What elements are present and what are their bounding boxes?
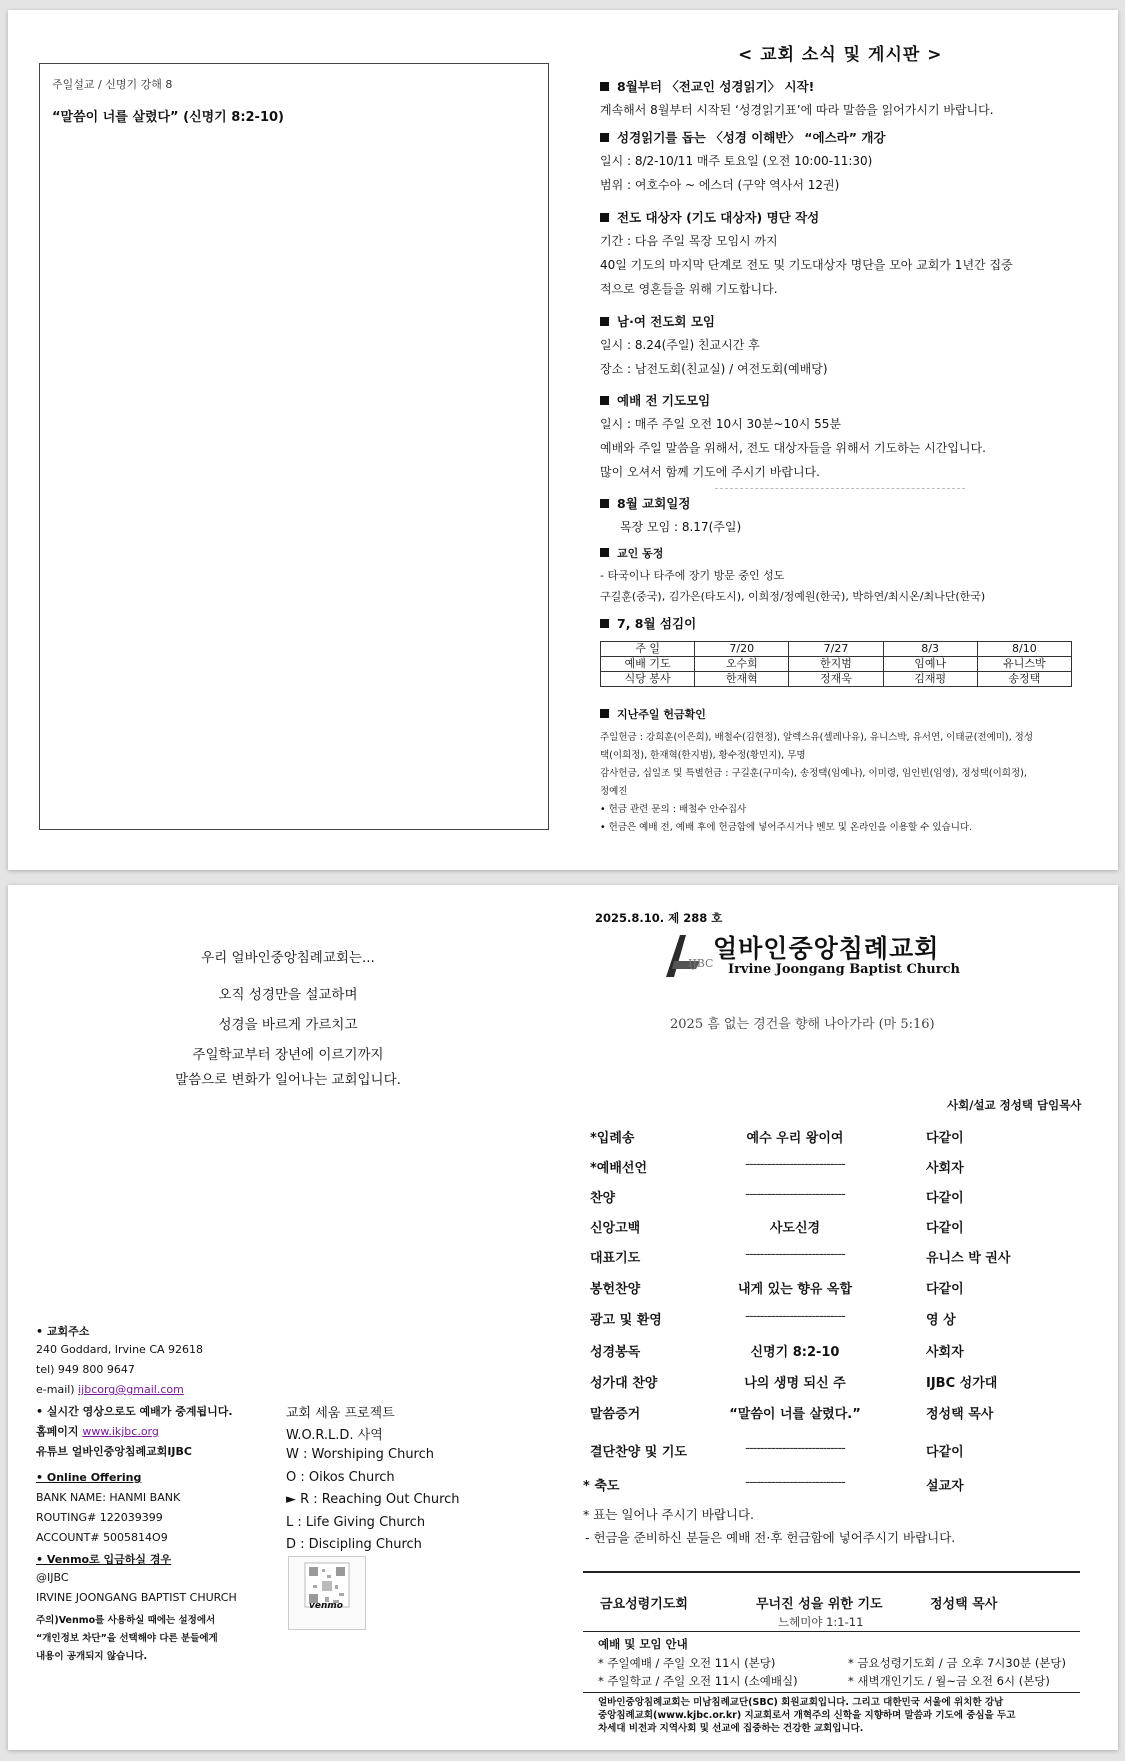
venmo-label: • Venmo로 입금하실 경우 — [36, 1553, 172, 1566]
news-item-line: 일시 : 8.24(주일) 친교시간 후 — [600, 338, 760, 352]
venmo-name: IRVINE JOONGANG BAPTIST CHURCH — [36, 1591, 237, 1604]
qr-label: venmo — [309, 1601, 343, 1611]
news-item-line: 구길훈(중국), 김가은(타도시), 이희정/정예원(한국), 박하연/최시온/최나단(한국) — [600, 590, 986, 603]
news-item-line: 예배와 주일 말씀을 위해서, 전도 대상자들을 위해서 기도하는 시간입니다. — [600, 441, 986, 455]
address: 240 Goddard, Irvine CA 92618 — [36, 1343, 204, 1356]
order-row: 신앙고백 사도신경 다같이 — [590, 1221, 964, 1236]
homepage-row: 홈페이지 www.ikjbc.org — [36, 1425, 159, 1438]
project-item: O : Oikos Church — [286, 1470, 395, 1485]
offering-line: 감사헌금, 십일조 및 특별헌금 : 구길훈(구미숙), 송정택(임예나), 이미령, 임인빈(임영), 정성택(이희정), — [600, 768, 1027, 779]
news-item-line: 기간 : 다음 주일 목장 모임시 까지 — [600, 234, 778, 248]
news-item-title: 지난주일 헌금확인 — [600, 706, 706, 722]
news-item-line: 범위 : 여호수아 ~ 에스더 (구약 역사서 12권) — [600, 178, 840, 192]
venmo-note: 내용이 공개되지 않습니다. — [36, 1651, 148, 1662]
project-item: D : Discipling Church — [286, 1537, 422, 1552]
divider — [715, 488, 965, 489]
bullet-square-icon — [600, 499, 609, 508]
friday-prayer-speaker: 정성택 목사 — [930, 1597, 998, 1612]
news-item-line: 일시 : 8/2-10/11 매주 토요일 (오전 10:00-11:30) — [600, 154, 873, 168]
news-item-line: 일시 : 매주 주일 오전 10시 30분~10시 55분 — [600, 417, 841, 431]
news-item-line: 많이 오셔서 함께 기도에 주시기 바랍니다. — [600, 465, 820, 479]
venmo-note: 주의)Venmo를 사용하실 때에는 설정에서 — [36, 1615, 216, 1626]
bank-name: BANK NAME: HANMI BANK — [36, 1491, 181, 1504]
order-row: 성경봉독 신명기 8:2-10 사회자 — [590, 1345, 964, 1360]
bullet-square-icon — [600, 548, 609, 557]
project-item: L : Life Giving Church — [286, 1515, 426, 1530]
bullet-square-icon — [600, 619, 609, 628]
order-row: 대표기도 --------------------------- 유니스 박 권사 — [590, 1247, 1011, 1266]
project-title: 교회 세움 프로젝트 — [286, 1406, 395, 1421]
church-logo-icon — [660, 931, 720, 981]
project-item: W : Worshiping Church — [286, 1447, 435, 1462]
mission-line: 주일학교부터 장년에 이르기까지 — [192, 1047, 384, 1063]
news-item-title: 8월 교회일정 — [600, 494, 690, 512]
table-cell: 한재혁 — [695, 672, 789, 687]
divider — [583, 1692, 1080, 1693]
table-cell: 7/27 — [789, 642, 883, 657]
yearly-motto: 2025 흠 없는 경건을 향해 나아가라 (마 5:16) — [670, 1017, 935, 1032]
news-item-title: 남·여 전도회 모임 — [600, 312, 715, 330]
table-row — [601, 642, 1072, 657]
table-cell: 한지범 — [789, 657, 883, 672]
church-name-korean: 얼바인중앙침례교회 — [713, 934, 940, 963]
service-item: * 주일학교 / 주일 오전 11시 (소예배실) — [598, 1674, 798, 1688]
friday-prayer-topic: 무너진 성을 위한 기도 — [756, 1597, 883, 1612]
order-row: 찬양 --------------------------- 다같이 — [590, 1187, 964, 1206]
issue-number: 2025.8.10. 제 288 호 — [595, 911, 723, 925]
divider — [583, 1571, 1080, 1573]
live-stream-note: • 실시간 영상으로도 예배가 중계됩니다. — [36, 1405, 233, 1418]
news-heading: < 교회 소식 및 게시판 > — [738, 45, 943, 65]
venmo-note: “개인정보 차단”을 선택해야 다른 분들에게 — [36, 1633, 218, 1644]
order-row: * 축도 --------------------------- 설교자 — [583, 1475, 964, 1494]
friday-prayer-scripture: 느헤미야 1:1-11 — [778, 1615, 864, 1629]
bullet-square-icon — [600, 133, 609, 142]
sermon-notes-box — [39, 63, 549, 830]
table-cell: 김재평 — [883, 672, 977, 687]
sermon-title: “말씀이 너를 살렸다” (신명기 8:2-10) — [52, 110, 284, 125]
news-item-title: 7, 8월 섬김이 — [600, 614, 696, 632]
routing-number: ROUTING# 122039399 — [36, 1511, 163, 1524]
mission-line: 말씀으로 변화가 일어나는 교회입니다. — [175, 1072, 401, 1088]
venmo-id: @IJBC — [36, 1571, 69, 1584]
table-row — [601, 672, 1072, 687]
bullet-square-icon — [600, 317, 609, 326]
table-row — [601, 657, 1072, 672]
table-cell: 오수희 — [695, 657, 789, 672]
order-row: *예배선언 --------------------------- 사회자 — [590, 1157, 964, 1176]
description-line: 얼바인중앙침례교회는 미남침례교단(SBC) 회원교회입니다. 그리고 대한민국 서울에 위치한 강남 — [598, 1697, 1004, 1708]
table-cell: 송정택 — [977, 672, 1071, 687]
news-item-title: 전도 대상자 (기도 대상자) 명단 작성 — [600, 208, 819, 226]
bullet-square-icon — [600, 396, 609, 405]
homepage-link[interactable]: www.ikjbc.org — [82, 1425, 159, 1438]
table-cell: 식당 봉사 — [601, 672, 695, 687]
table-cell: 임예나 — [883, 657, 977, 672]
description-line: 차세대 비전과 지역사회 및 선교에 집중하는 건강한 교회입니다. — [598, 1723, 864, 1734]
description-line: 중앙침례교회(www.kjbc.or.kr) 지교회로서 개혁주의 신학을 지향하며 말씀과 기도에 중심을 두고 — [598, 1710, 1016, 1721]
order-row: 말씀증거 “말씀이 너를 살렸다.” 정성택 목사 — [590, 1407, 994, 1422]
table-cell: 8/3 — [883, 642, 977, 657]
project-item: ► R : Reaching Out Church — [286, 1492, 460, 1507]
offering-line: • 헌금은 예배 전, 예배 후에 헌금함에 넣어주시거나 벤모 및 온라인을 이용할 수 있습니다. — [600, 822, 973, 833]
table-cell: 8/10 — [977, 642, 1071, 657]
services-title: 예배 및 모임 안내 — [598, 1637, 688, 1651]
news-item-line: 장소 : 남전도회(친교실) / 여전도회(예배당) — [600, 362, 828, 376]
table-cell: 주 일 — [601, 642, 695, 657]
venmo-qr-code[interactable] — [288, 1556, 366, 1630]
news-item-line: 40일 기도의 마지막 단계로 전도 및 기도대상자 명단을 모아 교회가 1년간 집중 — [600, 258, 1013, 272]
table-cell: 유니스박 — [977, 657, 1071, 672]
order-row: 봉헌찬양 내게 있는 향유 옥합 다같이 — [590, 1282, 964, 1297]
order-row: 광고 및 환영 --------------------------- 영 상 — [590, 1309, 956, 1328]
service-item: * 주일예배 / 주일 오전 11시 (본당) — [598, 1656, 776, 1670]
account-number: ACCOUNT# 5005814O9 — [36, 1531, 168, 1544]
standing-note: * 표는 일어나 주시기 바랍니다. — [583, 1507, 755, 1522]
online-offering-label: • Online Offering — [36, 1471, 142, 1484]
offering-line: 주일헌금 : 강희훈(이은희), 배철수(김현정), 알렉스유(셀레나유), 유니스박, 유서연, 이태균(전예미), 정성 — [600, 732, 1034, 743]
service-item: * 새벽개인기도 / 월~금 오전 6시 (본당) — [848, 1674, 1050, 1688]
logo-text: IJBC — [688, 957, 714, 970]
bulletin-page-2 — [8, 885, 1118, 1750]
email-row: e-mail) ijbcorg@gmail.com — [36, 1383, 184, 1396]
bullet-square-icon — [600, 82, 609, 91]
servers-table — [600, 641, 1072, 687]
divider — [583, 1631, 1080, 1632]
table-cell: 정재욱 — [789, 672, 883, 687]
offering-line: 택(이희정), 한재혁(한지범), 황수정(황민지), 무명 — [600, 750, 806, 761]
bullet-square-icon — [600, 709, 609, 718]
phone: tel) 949 800 9647 — [36, 1363, 135, 1376]
worship-leader: 사회/설교 정성택 담임목사 — [947, 1098, 1082, 1112]
mission-line: 성경을 바르게 가르치고 — [218, 1017, 358, 1033]
youtube: 유튜브 얼바인중앙침례교회IJBC — [36, 1445, 192, 1458]
news-item-line: - 타국이나 타주에 장기 방문 중인 성도 — [600, 569, 785, 582]
table-cell: 예배 기도 — [601, 657, 695, 672]
mission-line: 우리 얼바인중앙침례교회는... — [201, 950, 375, 966]
friday-prayer-label: 금요성령기도회 — [600, 1597, 688, 1612]
order-row: *입례송 예수 우리 왕이여 다같이 — [590, 1131, 964, 1146]
address-label: • 교회주소 — [36, 1325, 90, 1338]
mission-line: 오직 성경만을 설교하며 — [218, 987, 358, 1003]
order-row: 결단찬양 및 기도 --------------------------- 다같이 — [590, 1441, 964, 1460]
church-name-english: Irvine Joongang Baptist Church — [728, 962, 960, 977]
news-item-title: 예배 전 기도모임 — [600, 391, 710, 409]
bullet-square-icon — [600, 213, 609, 222]
news-item-title: 교인 동정 — [600, 545, 663, 561]
table-cell: 7/20 — [695, 642, 789, 657]
sermon-subtitle: 주일설교 / 신명기 강해 8 — [52, 78, 173, 91]
news-item-line: 목장 모임 : 8.17(주일) — [620, 520, 742, 534]
bulletin-page-1 — [8, 10, 1118, 870]
offering-note: - 헌금을 준비하신 분들은 예배 전·후 헌금함에 넣어주시기 바랍니다. — [585, 1530, 956, 1545]
email-link[interactable]: ijbcorg@gmail.com — [78, 1383, 184, 1396]
news-item-title: 성경읽기를 돕는 〈성경 이해반〉 “에스라” 개강 — [600, 128, 885, 146]
news-item-title: 8월부터 〈전교인 성경읽기〉 시작! — [600, 77, 814, 95]
service-item: * 금요성령기도회 / 금 오후 7시30분 (본당) — [848, 1656, 1067, 1670]
offering-line: 정예진 — [600, 786, 628, 797]
church-description — [598, 1696, 1083, 1735]
news-item-line: 적으로 영혼들을 위해 기도합니다. — [600, 282, 778, 296]
offering-line: • 헌금 관련 문의 : 배철수 안수집사 — [600, 804, 747, 815]
news-item-line: 계속해서 8월부터 시작된 ‘성경읽기표’에 따라 말씀을 읽어가시기 바랍니다. — [600, 103, 994, 117]
order-row: 성가대 찬양 나의 생명 되신 주 IJBC 성가대 — [590, 1376, 998, 1391]
project-subtitle: W.O.R.L.D. 사역 — [286, 1428, 383, 1443]
